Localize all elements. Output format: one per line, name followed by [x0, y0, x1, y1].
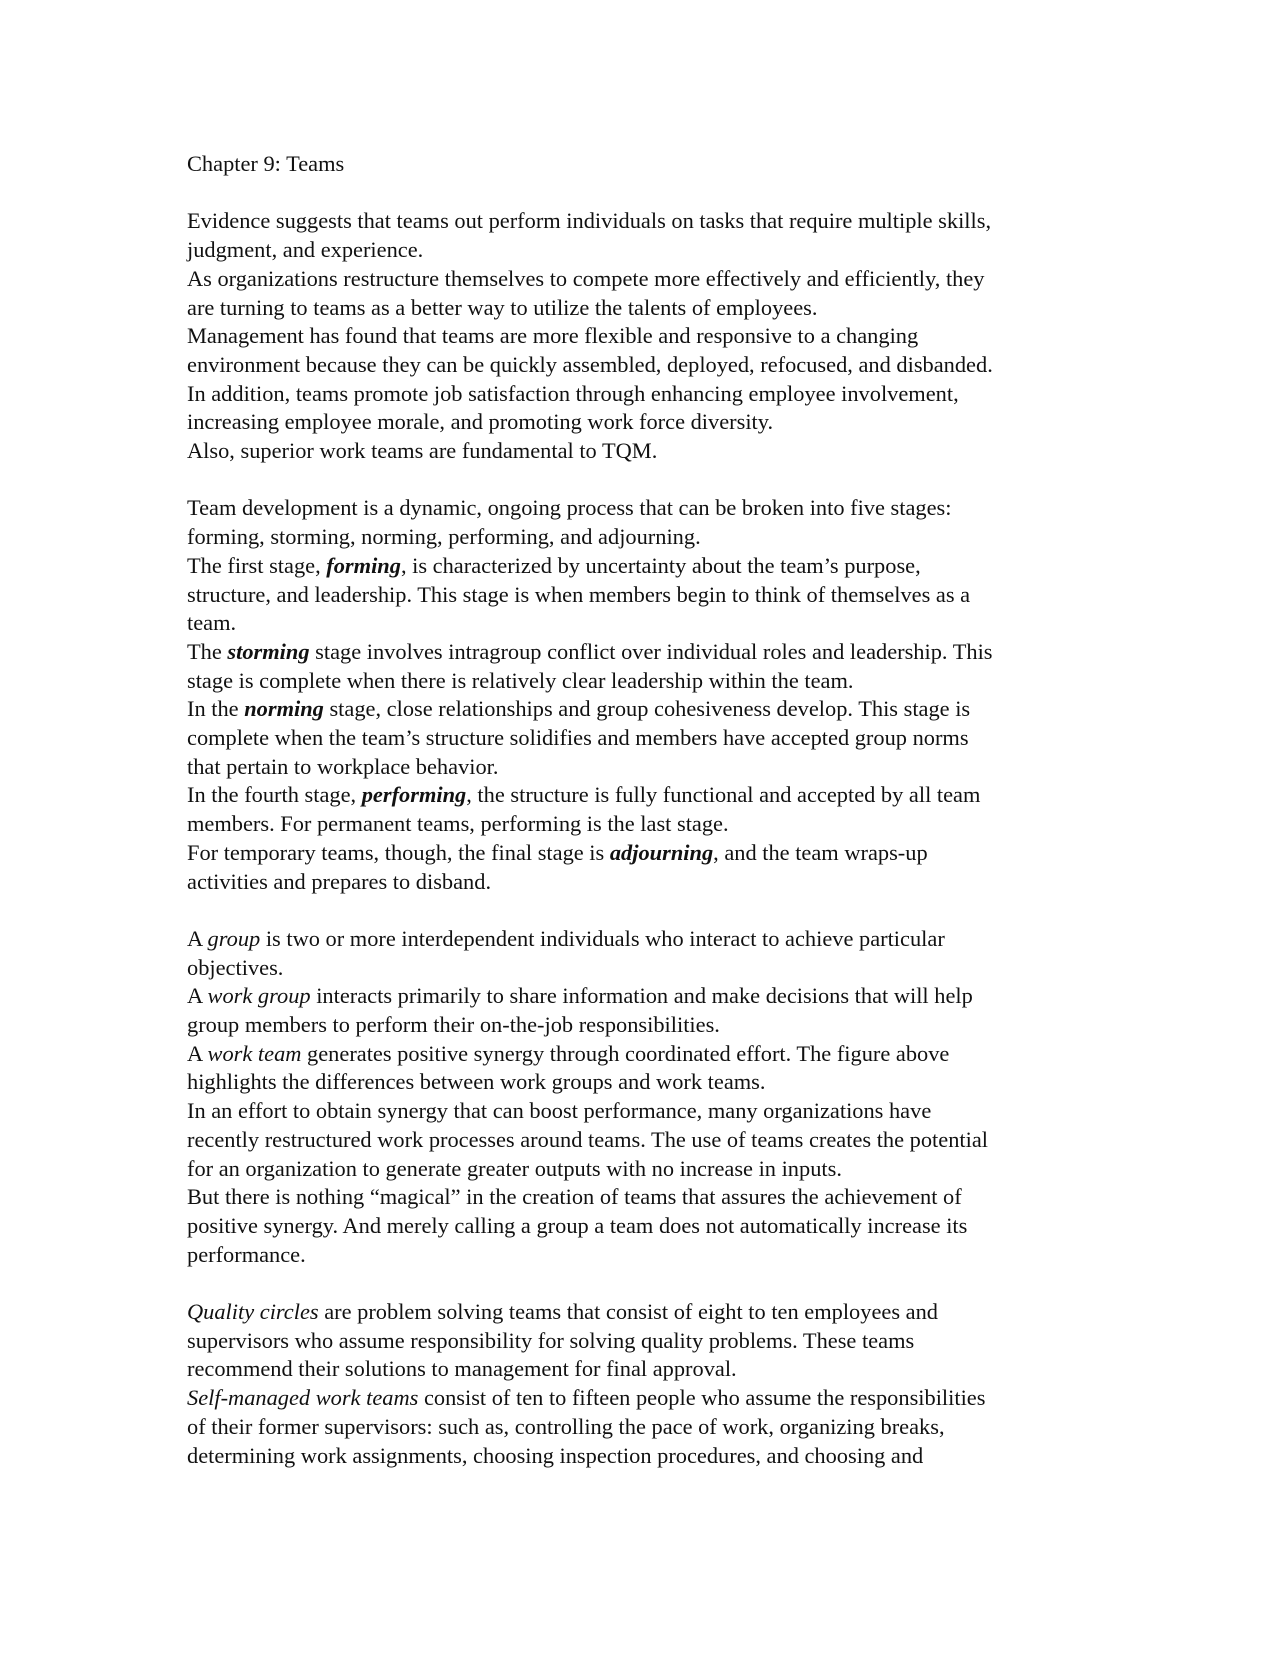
- text-run: highlights the differences between work groups and work teams.: [187, 1069, 766, 1095]
- text-line: [187, 695, 1087, 724]
- text-run: stage is complete when there is relatively clear leadership within the team.: [187, 667, 854, 693]
- text-line: [187, 236, 1087, 265]
- emphasized-term: work group: [207, 983, 311, 1009]
- text-run: structure, and leadership. This stage is when members begin to think of themselves as a: [187, 581, 971, 607]
- text-line: [187, 523, 1087, 552]
- text-run: determining work assignments, choosing inspection procedures, and choosing and: [187, 1442, 924, 1468]
- text-line: [187, 839, 1087, 868]
- text-line: [187, 1298, 1087, 1327]
- text-run: In addition, teams promote job satisfaction through enhancing employee involvement,: [187, 380, 959, 406]
- text-run: activities and prepares to disband.: [187, 868, 492, 894]
- text-line: [187, 1384, 1087, 1413]
- paragraph-spacer: [187, 1269, 1087, 1298]
- emphasized-term: adjourning: [609, 839, 714, 865]
- text-line: [187, 982, 1087, 1011]
- text-line: [187, 1183, 1087, 1212]
- text-line: [187, 494, 1087, 523]
- text-run: , the structure is fully functional and accepted by all team: [466, 782, 981, 808]
- paragraph-spacer: [187, 466, 1087, 495]
- emphasized-term: work team: [207, 1040, 302, 1066]
- text-run: Also, superior work teams are fundamental to TQM.: [187, 438, 658, 464]
- text-line: [187, 581, 1087, 610]
- text-line: [187, 609, 1087, 638]
- text-run: environment because they can be quickly assembled, deployed, refocused, and disbanded.: [187, 351, 993, 377]
- text-line: [187, 724, 1087, 753]
- text-line: [187, 351, 1087, 380]
- text-run: group members to perform their on-the-job responsibilities.: [187, 1012, 720, 1038]
- text-run: that pertain to workplace behavior.: [187, 753, 499, 779]
- text-run: recently restructured work processes around teams. The use of teams creates the potential: [187, 1126, 988, 1152]
- text-line: [187, 1355, 1087, 1384]
- text-run: generates positive synergy through coordinated effort. The figure above: [301, 1040, 950, 1066]
- text-line: [187, 781, 1087, 810]
- text-run: for an organization to generate greater outputs with no increase in inputs.: [187, 1155, 842, 1181]
- text-run: The first stage,: [187, 552, 327, 578]
- text-line: [187, 1241, 1087, 1270]
- text-line: [187, 1327, 1087, 1356]
- text-line: [187, 294, 1087, 323]
- text-run: stage, close relationships and group cohesiveness develop. This stage is: [323, 696, 971, 722]
- text-run: are turning to teams as a better way to utilize the talents of employees.: [187, 294, 818, 320]
- text-run: supervisors who assume responsibility for solving quality problems. These teams: [187, 1327, 915, 1353]
- text-run: Evidence suggests that teams out perform individuals on tasks that require multiple skills,: [187, 208, 992, 234]
- text-line: [187, 552, 1087, 581]
- text-run: recommend their solutions to management for final approval.: [187, 1356, 737, 1382]
- text-run: A: [187, 983, 208, 1009]
- text-line: [187, 925, 1087, 954]
- text-run: interacts primarily to share information and make decisions that will help: [310, 983, 973, 1009]
- text-run: But there is nothing “magical” in the creation of teams that assures the achievement of: [187, 1184, 962, 1210]
- text-line: [187, 1413, 1087, 1442]
- text-run: , and the team wraps-up: [713, 839, 928, 865]
- text-run: A: [187, 1040, 208, 1066]
- text-run: In the fourth stage,: [187, 782, 362, 808]
- text-line: [187, 1011, 1087, 1040]
- document-page: [187, 150, 1087, 1470]
- text-line: [187, 954, 1087, 983]
- text-line: [187, 265, 1087, 294]
- text-run: consist of ten to fifteen people who assume the responsibilities: [418, 1385, 986, 1411]
- text-run: In an effort to obtain synergy that can boost performance, many organizations have: [187, 1098, 932, 1124]
- text-run: positive synergy. And merely calling a group a team does not automatically increase its: [187, 1212, 968, 1238]
- text-line: [187, 408, 1087, 437]
- text-line: [187, 207, 1087, 236]
- text-run: forming, storming, norming, performing, and adjourning.: [187, 524, 701, 550]
- text-line: [187, 810, 1087, 839]
- text-run: team.: [187, 610, 237, 636]
- paragraph: [187, 207, 1087, 465]
- text-run: A: [187, 925, 208, 951]
- text-run: of their former supervisors: such as, controlling the pace of work, organizing breaks,: [187, 1413, 945, 1439]
- paragraph-spacer: [187, 179, 1087, 208]
- text-run: objectives.: [187, 954, 284, 980]
- text-run: members. For permanent teams, performing is the last stage.: [187, 811, 729, 837]
- chapter-title: Chapter 9: Teams: [187, 151, 345, 176]
- text-run: Management has found that teams are more flexible and responsive to a changing: [187, 323, 919, 349]
- text-run: For temporary teams, though, the final stage is: [187, 839, 610, 865]
- text-run: stage involves intragroup conflict over individual roles and leadership. This: [309, 638, 993, 664]
- text-run: The: [187, 638, 228, 664]
- text-run: In the: [187, 696, 245, 722]
- text-run: , is characterized by uncertainty about the team’s purpose,: [400, 552, 921, 578]
- paragraph: [187, 1298, 1087, 1470]
- text-line: [187, 1126, 1087, 1155]
- emphasized-term: forming: [326, 552, 401, 578]
- text-line: [187, 638, 1087, 667]
- text-line: [187, 1068, 1087, 1097]
- text-line: [187, 380, 1087, 409]
- text-run: are problem solving teams that consist of eight to ten employees and: [318, 1299, 938, 1325]
- text-line: [187, 322, 1087, 351]
- text-run: is two or more interdependent individuals who interact to achieve particular: [260, 925, 945, 951]
- emphasized-term: performing: [361, 782, 467, 808]
- text-line: [187, 1155, 1087, 1184]
- text-line: [187, 868, 1087, 897]
- emphasized-term: norming: [244, 696, 324, 722]
- text-line: [187, 1212, 1087, 1241]
- text-line: [187, 753, 1087, 782]
- text-line: [187, 1442, 1087, 1471]
- text-run: As organizations restructure themselves to compete more effectively and efficiently, they: [187, 265, 985, 291]
- emphasized-term: Quality circles: [187, 1299, 319, 1325]
- emphasized-term: storming: [227, 638, 310, 664]
- text-run: Team development is a dynamic, ongoing process that can be broken into five stages:: [187, 495, 952, 521]
- text-run: increasing employee morale, and promoting work force diversity.: [187, 409, 774, 435]
- paragraph-spacer: [187, 896, 1087, 925]
- text-run: judgment, and experience.: [187, 237, 424, 263]
- text-run: complete when the team’s structure solidifies and members have accepted group norms: [187, 725, 969, 751]
- text-line: [187, 1097, 1087, 1126]
- document-body: [187, 179, 1087, 1471]
- text-line: [187, 667, 1087, 696]
- emphasized-term: Self-managed work teams: [187, 1385, 419, 1411]
- text-line: [187, 1040, 1087, 1069]
- paragraph: [187, 494, 1087, 896]
- text-line: [187, 437, 1087, 466]
- paragraph: [187, 925, 1087, 1269]
- text-run: performance.: [187, 1241, 306, 1267]
- emphasized-term: group: [207, 925, 261, 951]
